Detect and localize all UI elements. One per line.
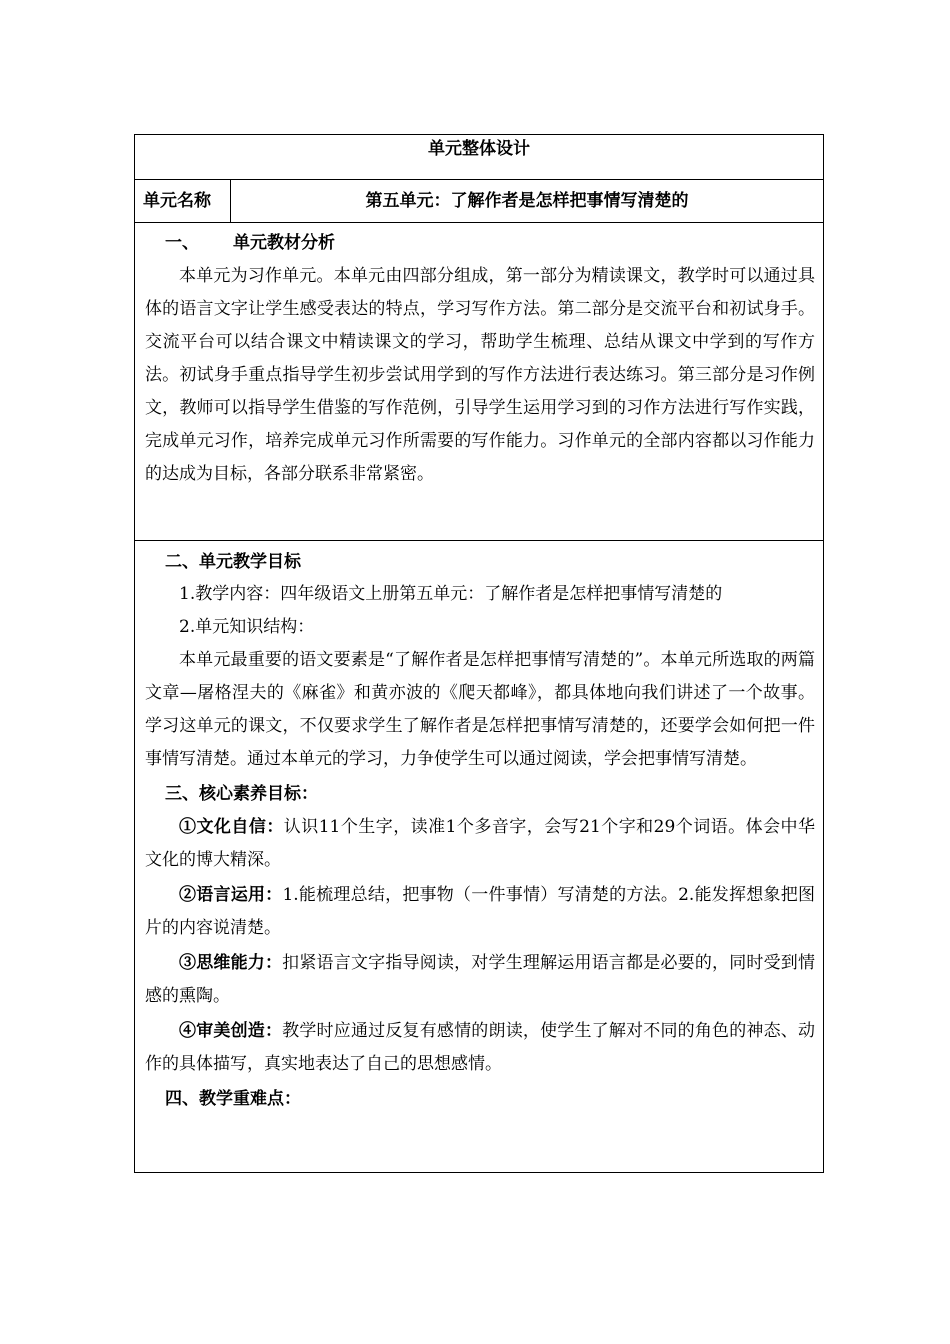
goal-culture (145, 811, 815, 877)
goal-thinking-label: ③思维能力： (179, 953, 283, 973)
goal-language-label: ②语言运用： (179, 885, 283, 905)
unit-design-table (134, 134, 824, 1173)
unit-name-row (135, 180, 823, 223)
goal-thinking-text: 扣紧语言文字指导阅读，对学生理解运用语言都是必要的，同时受到情感的熏陶。 (145, 953, 816, 1006)
goal-culture-label: ①文化自信： (179, 817, 284, 837)
teaching-goals-section (135, 541, 823, 1172)
section1-number: 一、 (165, 233, 199, 253)
goal-thinking (145, 947, 815, 1013)
textbook-analysis-section (135, 223, 823, 541)
unit-name-label: 单元名称 (135, 180, 231, 222)
section2-item-structure: 2.单元知识结构： (179, 617, 315, 637)
section4-heading: 四、教学重难点： (165, 1089, 301, 1109)
goal-culture-text: 认识11个生字，读准1个多音字，会写21个字和29个词语。体会中华文化的博大精深。 (145, 817, 815, 870)
section1-heading (145, 229, 815, 257)
section1-heading-text: 单元教材分析 (233, 233, 335, 253)
goal-aesthetic-text: 教学时应通过反复有感情的朗读，使学生了解对不同的角色的神态、动作的具体描写，真实地表达了自己的思想感情。 (145, 1021, 816, 1074)
goal-language-text: 1.能梳理总结，把事物（一件事情）写清楚的方法。2.能发挥想象把图片的内容说清楚。 (145, 885, 815, 938)
section2-item-content: 1.教学内容：四年级语文上册第五单元：了解作者是怎样把事情写清楚的 (179, 584, 723, 604)
section2-paragraph: 本单元最重要的语文要素是“了解作者是怎样把事情写清楚的”。本单元所选取的两篇文章—屠格涅夫的《麻雀》和黄亦波的《爬天都峰》，都具体地向我们讲述了一个故事。学习这单元的课文，不仅要求学生了解作者是怎样把事情写清楚的，还要学会如何把一件事情写清楚。通过本单元的学习，力争使学生可以通过阅读，学会把事情写清楚。 (145, 650, 815, 769)
goal-aesthetic-label: ④审美创造： (179, 1021, 283, 1041)
table-title-row (135, 135, 823, 180)
section3-heading: 三、核心素养目标： (165, 784, 318, 804)
table-title: 单元整体设计 (428, 139, 530, 159)
goal-aesthetic (145, 1015, 815, 1081)
unit-name-value: 第五单元：了解作者是怎样把事情写清楚的 (365, 191, 689, 211)
section1-paragraph: 本单元为习作单元。本单元由四部分组成，第一部分为精读课文，教学时可以通过具体的语言文字让学生感受表达的特点，学习写作方法。第二部分是交流平台和初试身手。交流平台可以结合课文中精读课文的学习，帮助学生梳理、总结从课文中学到的写作方法。初试身手重点指导学生初步尝试用学到的写作方法进行表达练习。第三部分是习作例文，教师可以指导学生借鉴的写作范例，引导学生运用学习到的习作方法进行写作实践，完成单元习作，培养完成单元习作所需要的写作能力。习作单元的全部内容都以习作能力的达成为目标，各部分联系非常紧密。 (145, 266, 815, 484)
goal-language (145, 879, 815, 945)
section2-heading: 二、单元教学目标 (165, 552, 301, 572)
